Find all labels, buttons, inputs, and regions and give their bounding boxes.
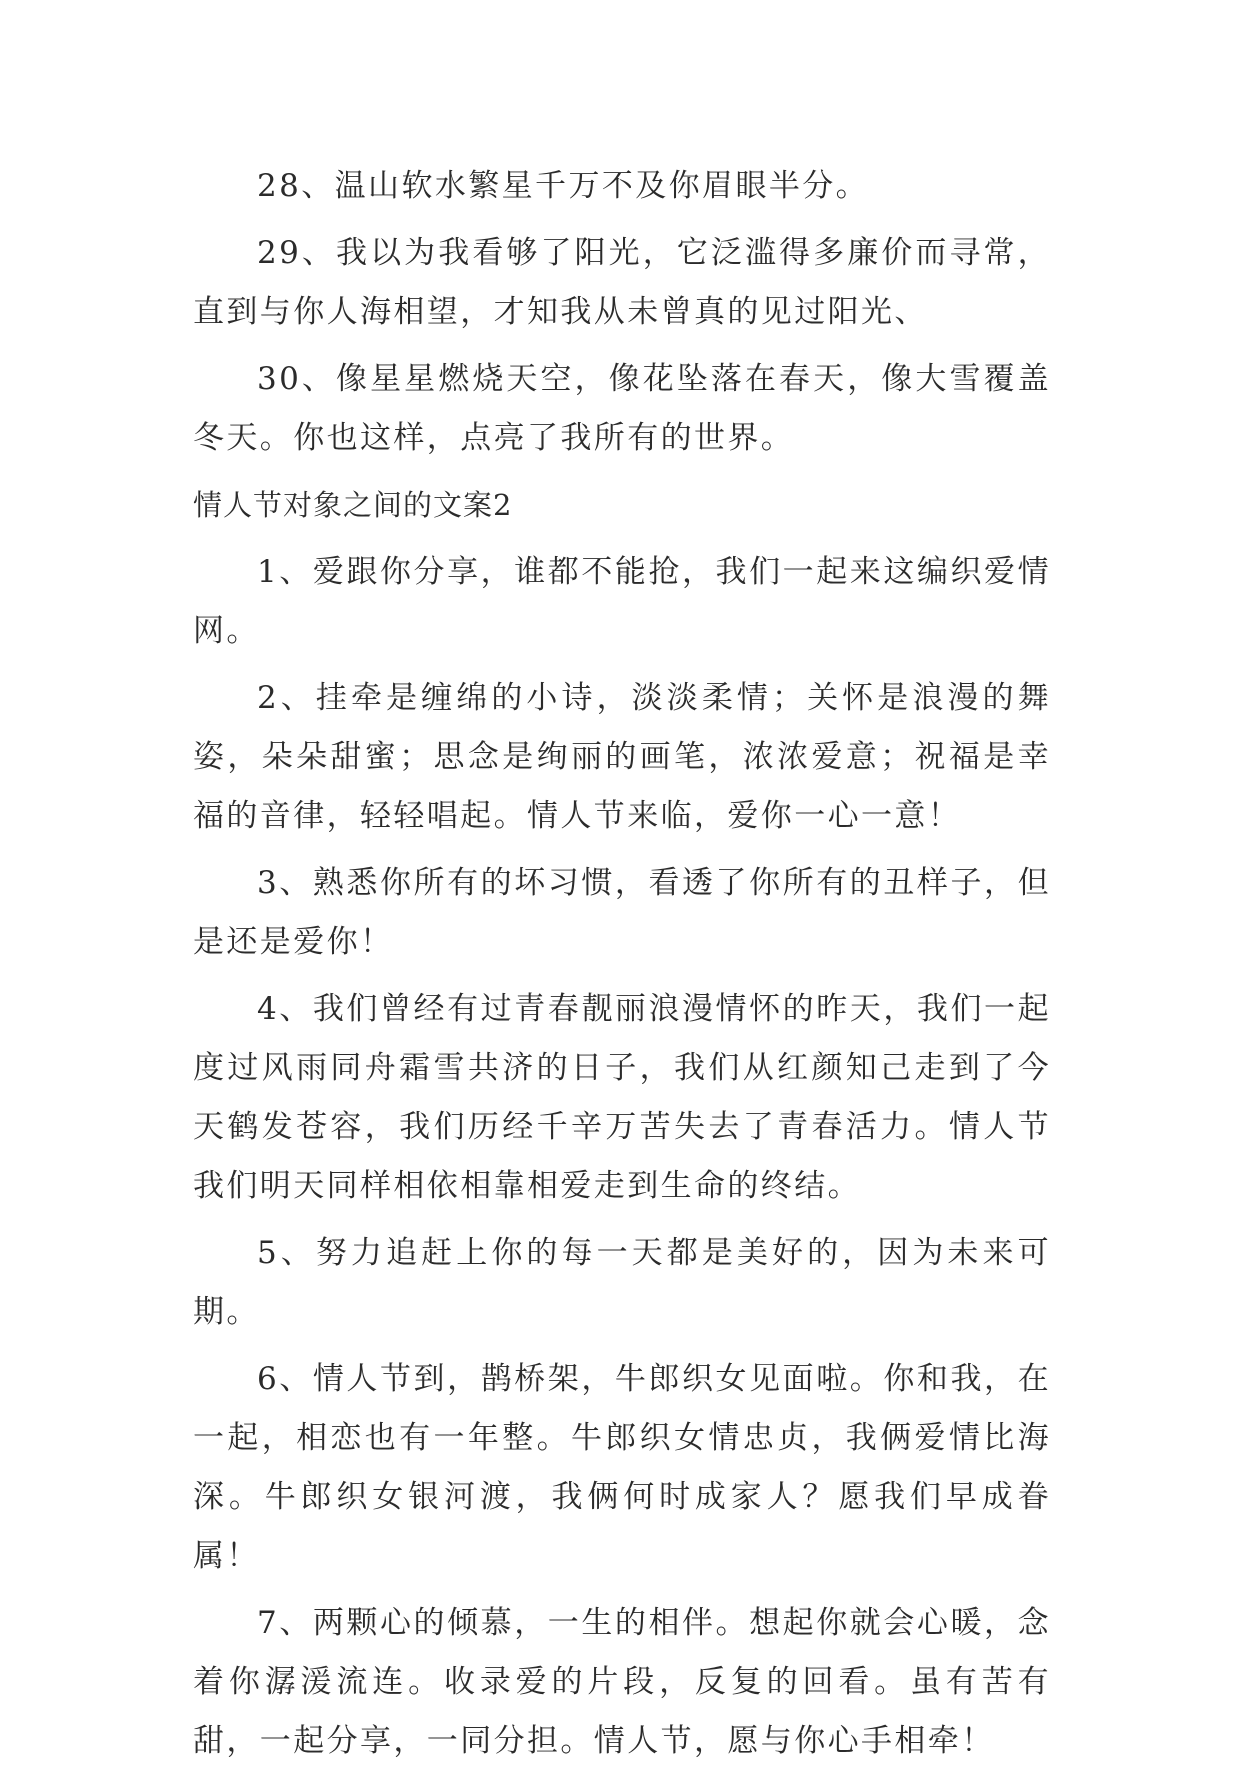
paragraph-28: 28、温山软水繁星千万不及你眉眼半分。 xyxy=(257,168,870,204)
paragraph-6: 6、情人节到，鹊桥架，牛郎织女见面啦。你和我，在一起，相恋也有一年整。牛郎织女情忠贞，我俩爱情比海深。牛郎织女银河渡，我俩何时成家人？愿我们早成眷属！ xyxy=(193,1361,1051,1574)
document-body xyxy=(193,157,1051,1779)
paragraph-2: 2、挂牵是缠绵的小诗，淡淡柔情；关怀是浪漫的舞姿，朵朵甜蜜；思念是绚丽的画笔，浓浓爱意；祝福是幸福的音律，轻轻唱起。情人节来临，爱你一心一意！ xyxy=(193,680,1051,834)
paragraph-5: 5、努力追赶上你的每一天都是美好的，因为未来可期。 xyxy=(193,1235,1051,1330)
paragraph-1: 1、爱跟你分享，谁都不能抢，我们一起来这编织爱情网。 xyxy=(193,554,1051,649)
paragraph-30: 30、像星星燃烧天空，像花坠落在春天，像大雪覆盖冬天。你也这样，点亮了我所有的世界。 xyxy=(193,361,1051,456)
paragraph-29: 29、我以为我看够了阳光，它泛滥得多廉价而寻常，直到与你人海相望，才知我从未曾真的见过阳光、 xyxy=(193,235,1051,330)
paragraph-7: 7、两颗心的倾慕，一生的相伴。想起你就会心暖，念着你潺湲流连。收录爱的片段，反复的回看。虽有苦有甜，一起分享，一同分担。情人节，愿与你心手相牵！ xyxy=(193,1605,1051,1759)
section-heading: 情人节对象之间的文案2 xyxy=(193,488,513,522)
paragraph-4: 4、我们曾经有过青春靓丽浪漫情怀的昨天，我们一起度过风雨同舟霜雪共济的日子，我们从红颜知己走到了今天鹤发苍容，我们历经千辛万苦失去了青春活力。情人节我们明天同样相依相靠相爱走到生命的终结。 xyxy=(193,991,1051,1204)
paragraph-3: 3、熟悉你所有的坏习惯，看透了你所有的丑样子，但是还是爱你！ xyxy=(193,865,1051,960)
